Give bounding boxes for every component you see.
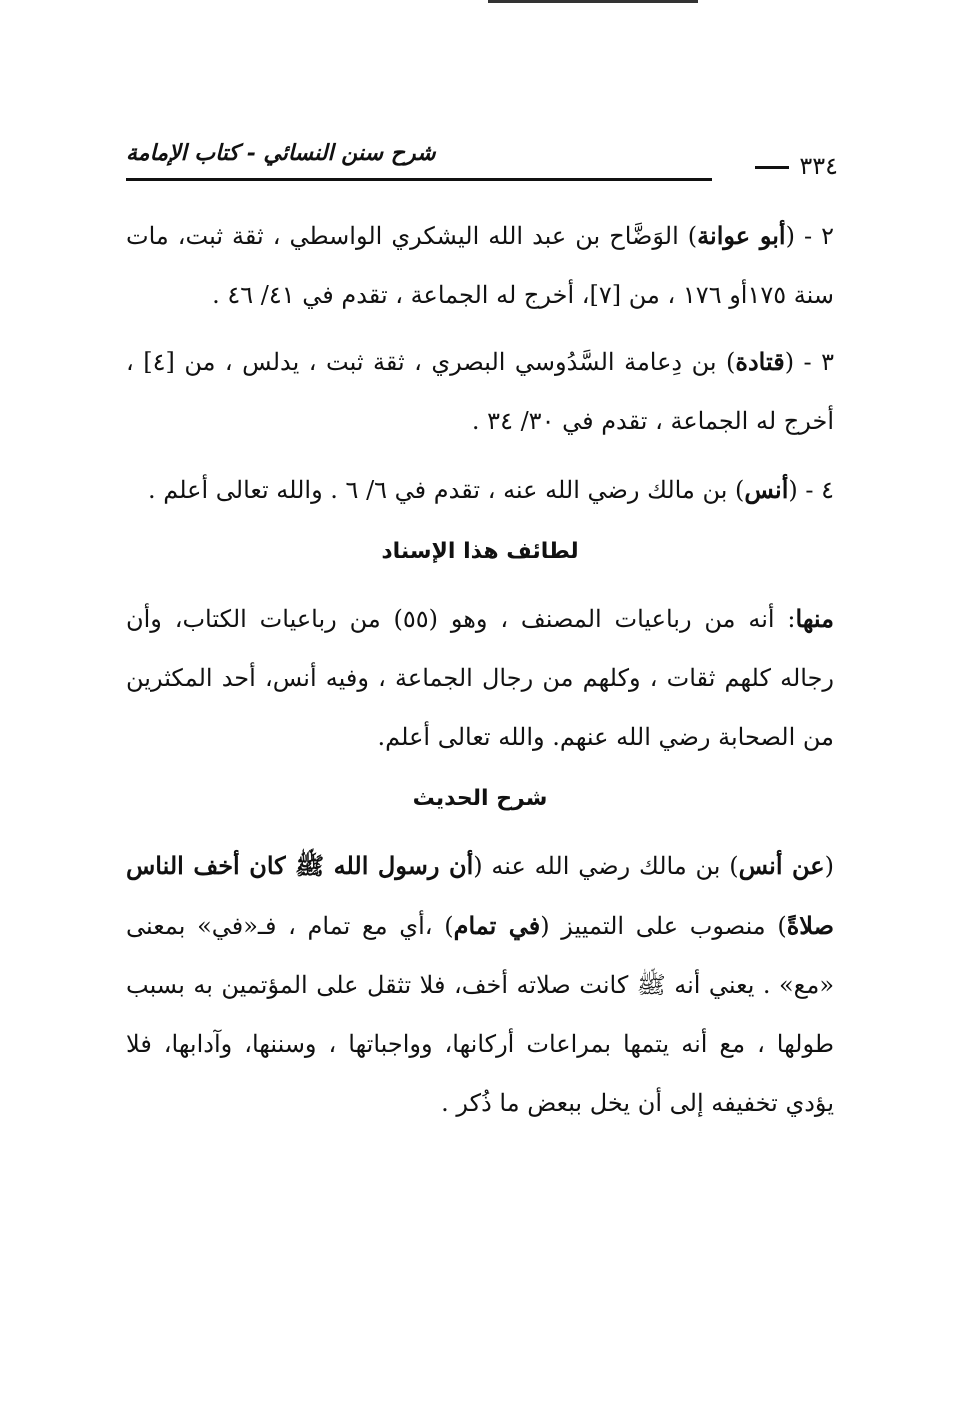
narrator-name: أبو عوانة — [697, 221, 786, 250]
page-number — [755, 152, 838, 180]
narrator-number: ٤ - ( — [788, 476, 834, 504]
main-text — [126, 206, 834, 1140]
section-heading-sharh: شرح الحديث — [412, 786, 548, 811]
text-run: ) منصوب على التمييز ( — [540, 912, 787, 940]
isnad-paragraph — [126, 589, 834, 767]
page-number-dash — [755, 166, 789, 169]
text-run: ) ،أي مع تمام ، فـ«في» بمعنى «مع» . يعني أنه ﷺ كانت صلاته أخف، فلا تثقل على المؤتمين به بسبب طولها ، مع أنه يتمها بمراعات أركانها، وواجباتها ، وسننها، وآدابها، فلا يؤدي تخفيفه إلى أن يخل ببعض ما ذُكر . — [126, 912, 834, 1117]
text-run: ( — [824, 852, 834, 880]
narrator-entry-4 — [126, 460, 834, 520]
quoted-phrase: عن أنس — [738, 851, 825, 880]
narrator-details: ) الوَضَّاح بن عبد الله اليشكري الواسطي ، ثقة ثبت، مات سنة ١٧٥أو ١٧٦ ، من [٧]، أخرج له الجماعة ، تقدم في ٤١/ ٤٦ . — [126, 222, 834, 309]
narrator-entry-3 — [126, 332, 834, 451]
section-heading-isnad: لطائف هذا الإسناد — [381, 539, 579, 564]
narrator-name: قتادة — [735, 347, 785, 376]
running-title: شرح سنن النسائي - كتاب الإمامة — [126, 140, 436, 166]
header-rule — [126, 178, 712, 181]
paragraph-body: : أنه من رباعيات المصنف ، وهو (٥٥) من رباعيات الكتاب، وأن رجاله كلهم ثقات ، وكلهم من رجال الجماعة ، وفيه أنس، أحد المكثرين من الصحابة رضي الله عنهم. والله تعالى أعلم. — [126, 605, 834, 751]
narrator-number: ٢ - ( — [785, 222, 834, 250]
narrator-name: أنس — [744, 475, 789, 504]
text-run: ) بن مالك رضي الله عنه ( — [473, 852, 739, 880]
narrator-details: ) بن دِعامة السَّدُوسي البصري ، ثقة ثبت ، يدلس ، من [٤] ، أخرج له الجماعة ، تقدم في ٣٠/ ٣٤ . — [126, 348, 834, 435]
narrator-number: ٣ - ( — [784, 348, 835, 376]
paragraph-lead: منها — [795, 604, 834, 633]
quoted-phrase: أن رسول الله ﷺ كان أخف الناس صلاةً — [126, 851, 835, 940]
quoted-phrase: في تمام — [453, 911, 541, 940]
top-edge-mark — [488, 0, 698, 3]
page-number-value: ٣٣٤ — [799, 152, 838, 180]
narrator-entry-2 — [126, 206, 834, 325]
narrator-details: ) بن مالك رضي الله عنه ، تقدم في ٦/ ٦ . والله تعالى أعلم . — [147, 476, 745, 504]
hadith-commentary — [126, 836, 834, 1133]
